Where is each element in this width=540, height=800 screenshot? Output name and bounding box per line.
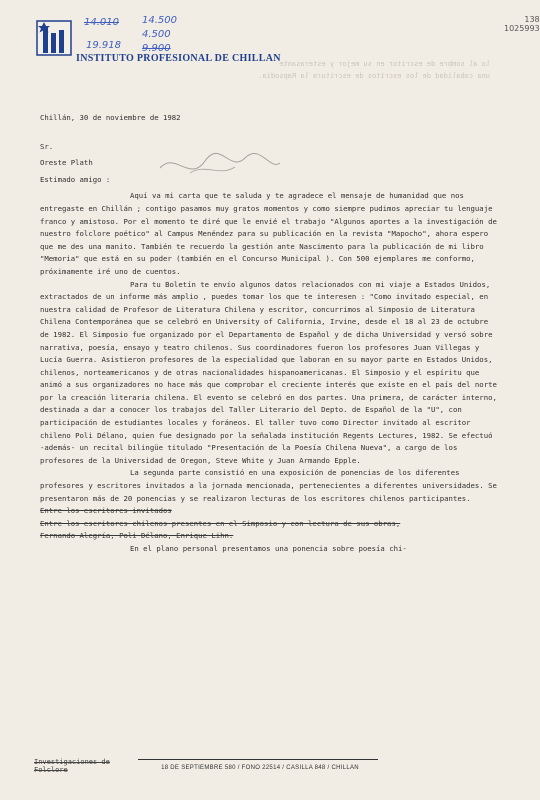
institution-name: INSTITUTO PROFESIONAL DE CHILLAN bbox=[76, 53, 281, 64]
handwritten-note: 4.500 bbox=[142, 29, 171, 40]
archive-reference: 138 1025993 bbox=[504, 15, 540, 33]
struck-line: Fernando Alegría, Poli Délano, Enrique Lihn. bbox=[40, 531, 234, 541]
recipient-name: Oreste Plath bbox=[40, 158, 93, 168]
letterhead bbox=[34, 8, 540, 98]
salutation: Sr. bbox=[40, 141, 54, 151]
letter-date: Chillán, 30 de noviembre de 1982 bbox=[40, 113, 181, 122]
institution-logo-icon bbox=[34, 18, 74, 58]
letter-body bbox=[40, 112, 500, 556]
struck-line: Entre los escritores chilenos presentes en el Simposio y con lectura de sus obras, bbox=[40, 518, 401, 528]
greeting: Estimado amigo : bbox=[40, 174, 111, 184]
paragraph: En el plano personal presentamos una ponencia sobre poesía chi- bbox=[130, 544, 407, 553]
paragraph: Para tu Boletín te envío algunos datos relacionados con mi viaje a Estados Unidos, extractados de un informe más amplio , puedes tomar los que te interesen : "Como invitado especial, en nuestra calidad de Profesor de Literatura Chilena y escritor, concurrimos al Simposio de Literatura Chilena Contemporánea que se celebró en University of California, Irvine, desde el 18 al 23 de octubre de 1982. El Simposio fue organizado por el Departamento de Español y de dicha Universidad y versó sobre narrativa, poesía, ensayo y teatro chilenos. Sus coordinadores fueron los profesores Juan Villegas y Lucía Guerra. Asistieron profesores de la especialidad que laboran en su mayor parte en Estados Unidos, chilenos, norteamericanos y de otras nacionalidades hispanoamericanas. El Simposio y el espíritu que animó a sus organizadores no hace más que comprobar el creciente interés que existe en el país del norte por la creación literaria chilena. El evento se celebró en dos partes. Una primera, de carácter interno, destinada a dar a conocer los trabajos del Taller Literario del Depto. de Español de la "U", con participación de estudiantes locales y foráneos. El taller tuvo como Director invitado al escritor chileno Poli Délano, quien fue designado por la señalada institución Regents Lectures, 1982. Se efectuó -además- un recital bilingüe titulado "Presentación de la Poesía Chilena Nueva", a cargo de los profesores de la Universidad de Oregon, Steve White y Juan Armando Epple. bbox=[40, 279, 497, 465]
handwritten-note: 9.900 bbox=[142, 43, 171, 54]
struck-line: Entre los escritores invitados bbox=[40, 506, 172, 516]
paragraph: Aquí va mi carta que te saluda y te agradece el mensaje de humanidad que nos entregaste en Chillán ; contigo pasamos muy gratos momentos y como siempre pudimos apreciar tu lenguaje franco y amistoso. Por el momento te diré que le envié el trabajo "Algunos aportes a la investigación de nuestro folclore poético" al Campus Menéndez para su publicación en la revista "Mapocho", ahora espero que me des una manito. También te recuerdo la gestión ante Nascimento para la publicación de mi libro "Memoria" que está en su poder (también en el Concurso Municipal ). Con 500 ejemplares me conformo, próximamente iré uno de cuentos. bbox=[40, 191, 497, 276]
footer-rule bbox=[138, 759, 378, 760]
footer-struck-text: Investigaciones de Folclore bbox=[34, 758, 110, 774]
bleed-through-text: lo al sombre de escritor en su mejor y esterasante una cabalidad de los escritos de escritura la Rapsodia. bbox=[258, 60, 490, 80]
handwritten-note: 14.500 bbox=[142, 15, 177, 26]
paragraph: La segunda parte consistió en una exposición de ponencias de los diferentes profesores y escritores invitados a la jornada mencionada, pertenecientes a diferentes universidades. Se presentaron más de 20 ponencias y se realizaron lecturas de los escritores chilenos participantes. bbox=[40, 468, 497, 503]
handwritten-note: 19.918 bbox=[86, 40, 121, 51]
handwritten-note: 14.010 bbox=[84, 17, 119, 28]
footer-address: 18 DE SEPTIEMBRE 580 / FONO 22514 / CASILLA 848 / CHILLAN bbox=[161, 765, 359, 771]
